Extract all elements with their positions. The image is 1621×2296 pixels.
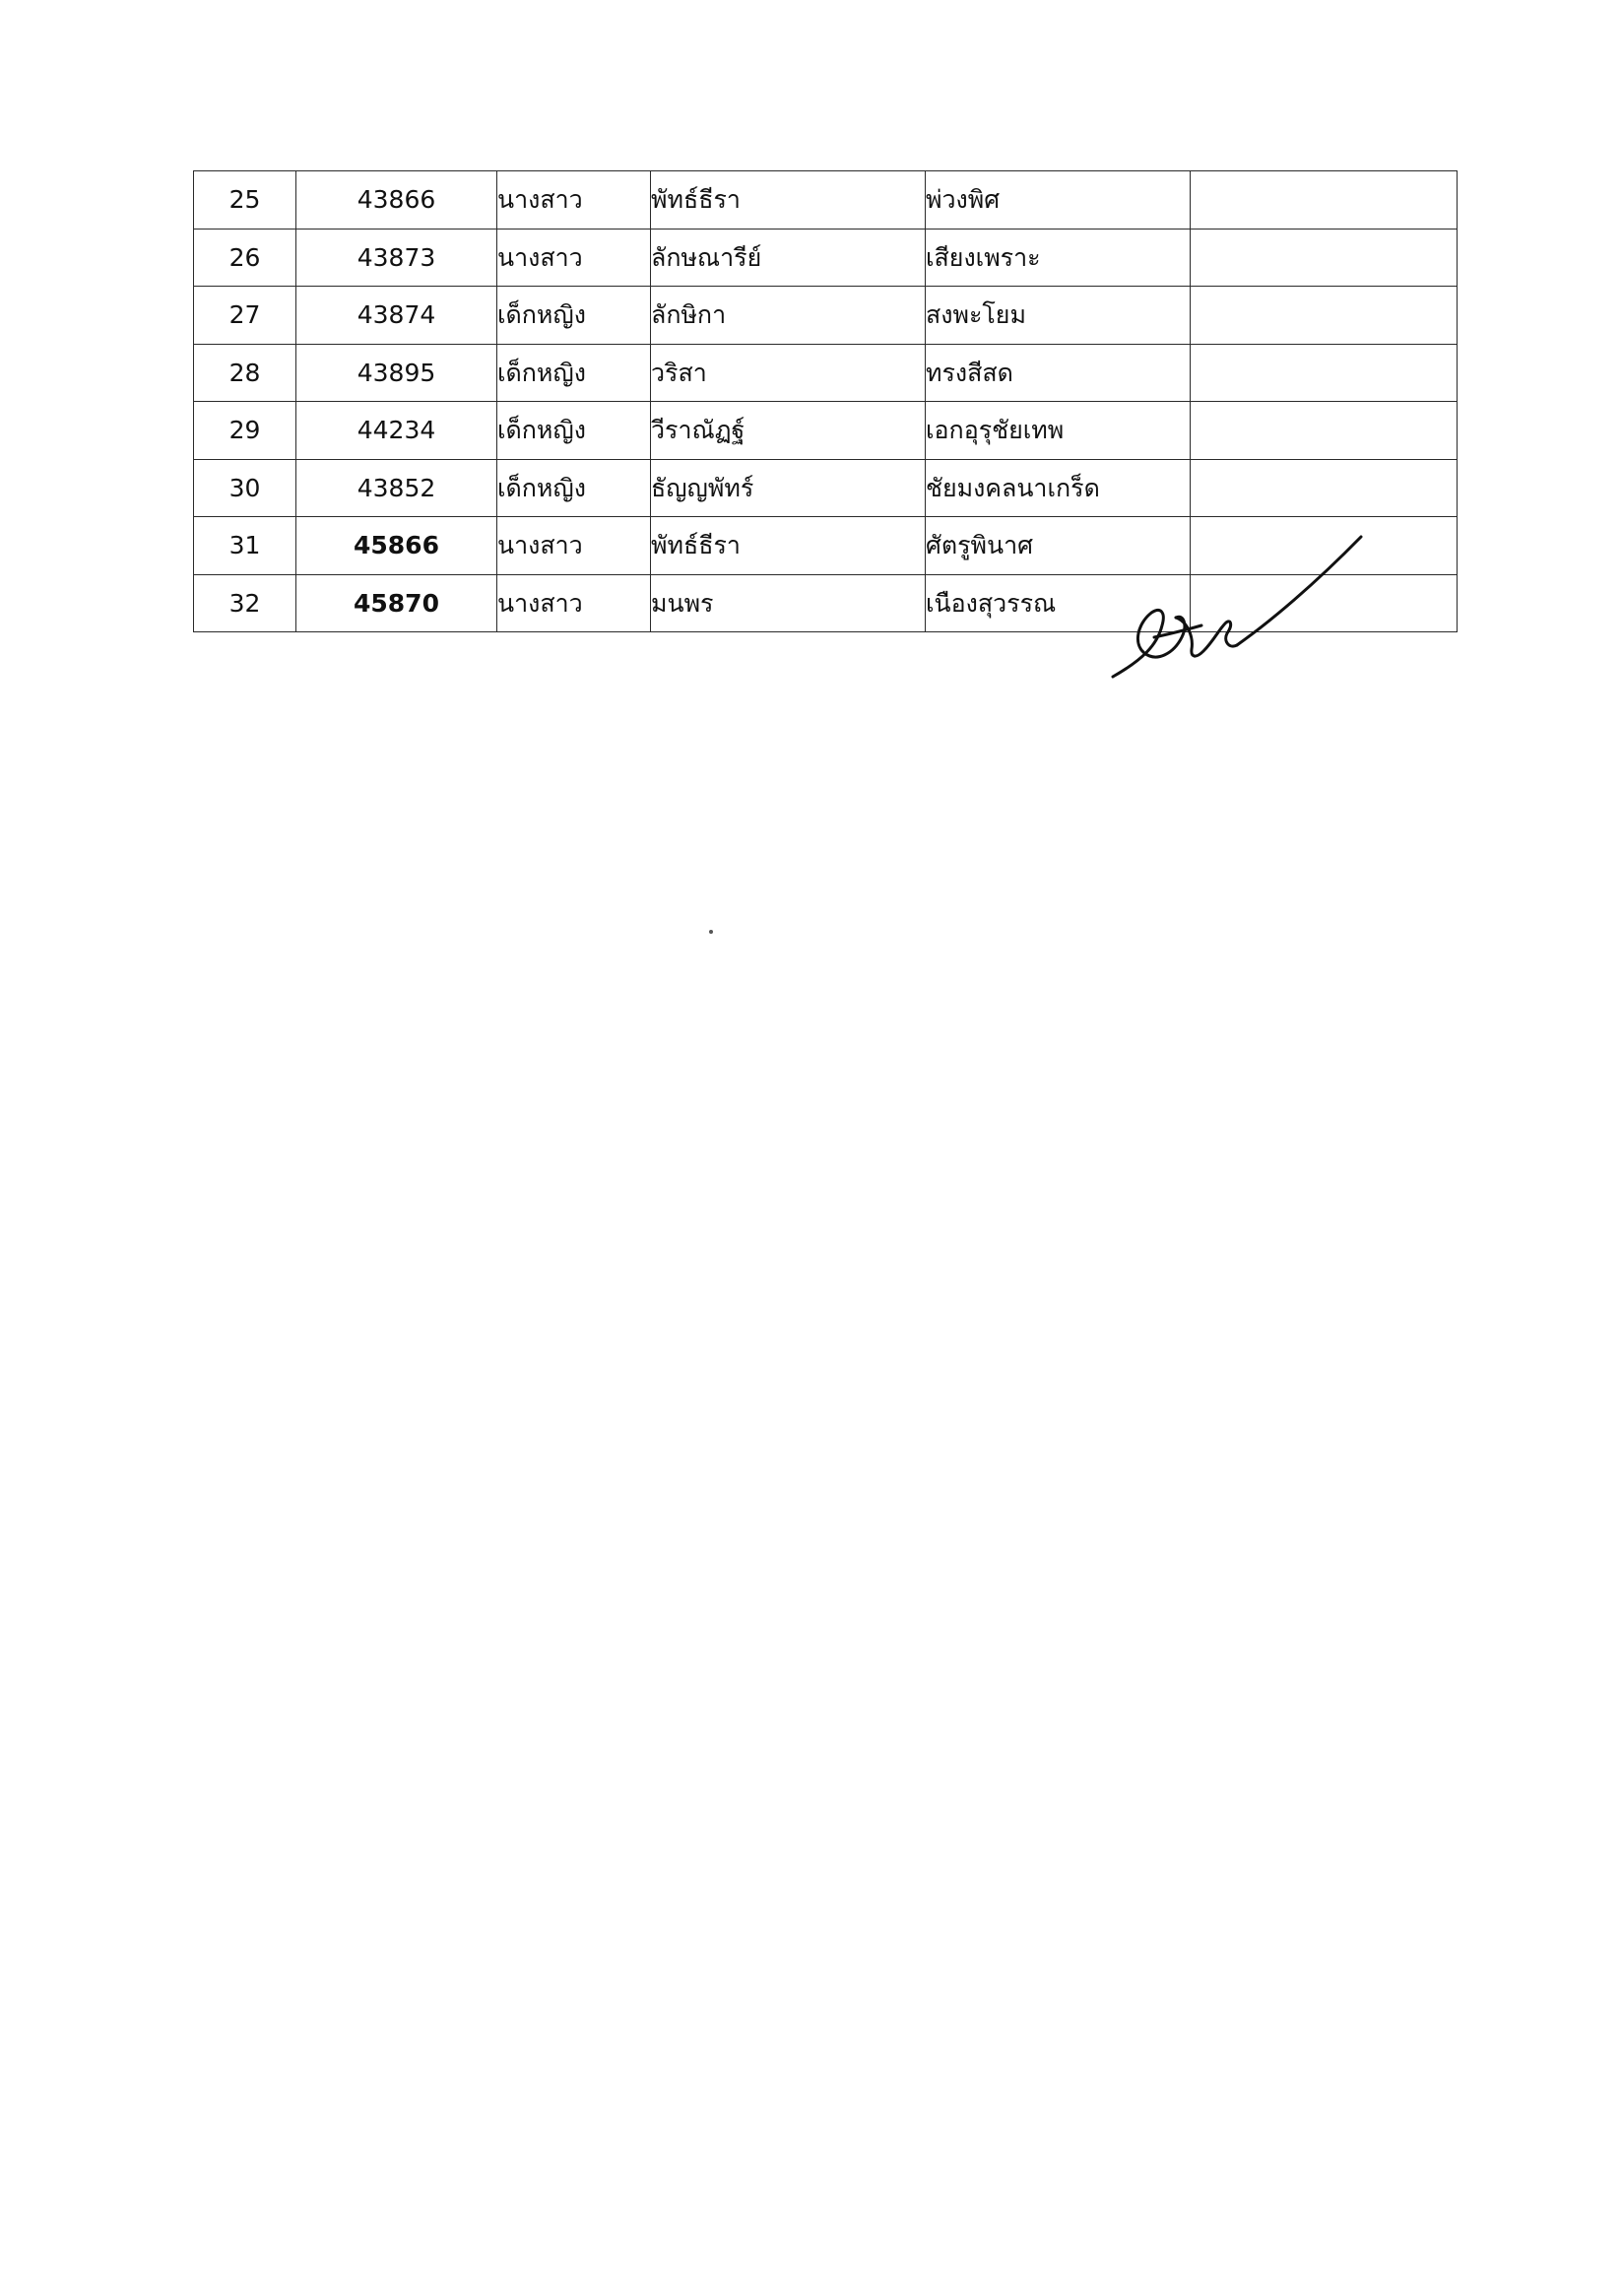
student-id-cell: 43895 <box>296 344 497 402</box>
student-id-cell: 44234 <box>296 402 497 460</box>
first-name-cell: วีราณัฏฐ์ <box>651 402 926 460</box>
note-cell <box>1191 171 1458 230</box>
last-name-cell: สงพะโยม <box>926 287 1191 345</box>
table-row <box>194 344 1458 402</box>
last-name-cell: ศัตรูพินาศ <box>926 517 1191 575</box>
first-name-cell: มนพร <box>651 574 926 632</box>
name-title-cell: นางสาว <box>497 229 651 287</box>
row-number-cell: 25 <box>194 171 296 230</box>
note-cell <box>1191 229 1458 287</box>
first-name-cell: พัทธ์ธีรา <box>651 517 926 575</box>
name-title-cell: นางสาว <box>497 574 651 632</box>
student-id-cell: 43874 <box>296 287 497 345</box>
table-row <box>194 287 1458 345</box>
table-row <box>194 459 1458 517</box>
table-row <box>194 171 1458 230</box>
first-name-cell: ธัญญพัทร์ <box>651 459 926 517</box>
first-name-cell: ลักษิกา <box>651 287 926 345</box>
name-title-cell: นางสาว <box>497 517 651 575</box>
last-name-cell: ชัยมงคลนาเกร็ด <box>926 459 1191 517</box>
first-name-cell: ลักษณารีย์ <box>651 229 926 287</box>
table-row <box>194 402 1458 460</box>
name-title-cell: เด็กหญิง <box>497 459 651 517</box>
name-title-cell: เด็กหญิง <box>497 287 651 345</box>
note-cell <box>1191 402 1458 460</box>
last-name-cell: เนืองสุวรรณ <box>926 574 1191 632</box>
name-title-cell: นางสาว <box>497 171 651 230</box>
student-id-cell: 45866 <box>296 517 497 575</box>
row-number-cell: 27 <box>194 287 296 345</box>
note-cell <box>1191 344 1458 402</box>
first-name-cell: วริสา <box>651 344 926 402</box>
row-number-cell: 29 <box>194 402 296 460</box>
note-cell <box>1191 287 1458 345</box>
student-id-cell: 43873 <box>296 229 497 287</box>
last-name-cell: พ่วงพิศ <box>926 171 1191 230</box>
row-number-cell: 31 <box>194 517 296 575</box>
scan-speck <box>709 930 713 934</box>
name-title-cell: เด็กหญิง <box>497 344 651 402</box>
note-cell <box>1191 459 1458 517</box>
last-name-cell: เสียงเพราะ <box>926 229 1191 287</box>
student-id-cell: 43852 <box>296 459 497 517</box>
last-name-cell: เอกอุรุชัยเทพ <box>926 402 1191 460</box>
row-number-cell: 26 <box>194 229 296 287</box>
student-id-cell: 43866 <box>296 171 497 230</box>
row-number-cell: 28 <box>194 344 296 402</box>
row-number-cell: 32 <box>194 574 296 632</box>
row-number-cell: 30 <box>194 459 296 517</box>
student-id-cell: 45870 <box>296 574 497 632</box>
last-name-cell: ทรงสีสด <box>926 344 1191 402</box>
table-row <box>194 229 1458 287</box>
first-name-cell: พัทธ์ธีรา <box>651 171 926 230</box>
name-title-cell: เด็กหญิง <box>497 402 651 460</box>
handwritten-signature-icon <box>1103 527 1369 685</box>
